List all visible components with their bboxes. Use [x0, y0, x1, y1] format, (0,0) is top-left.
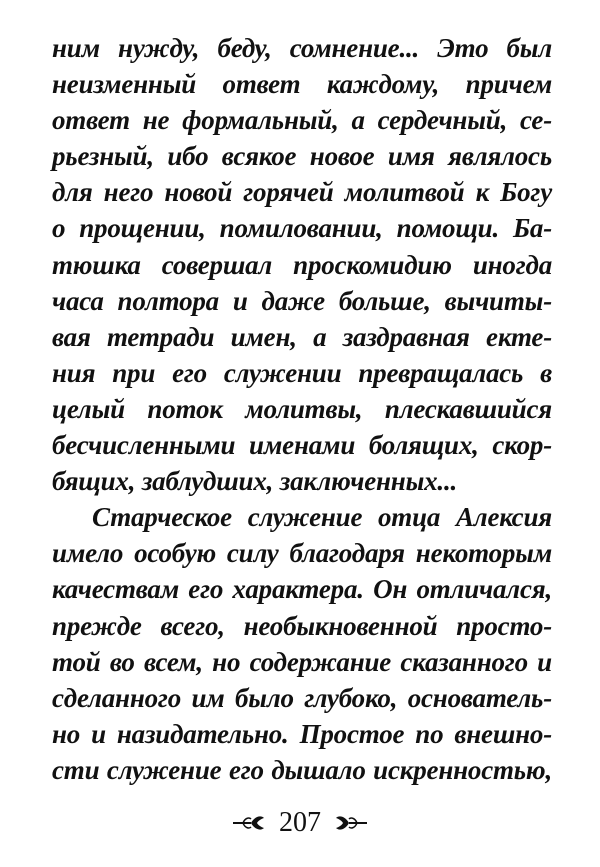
text-line: имело особую силу благодаря некоторым	[52, 538, 552, 569]
text-line: сти служение его дышало искренностью,	[52, 754, 552, 785]
body-text	[52, 30, 552, 788]
text-line: Старческое служение отца Алексия	[92, 502, 552, 533]
text-line: тюшка совершал проскомидию иногда	[52, 249, 552, 280]
text-line: той во всем, но содержание сказанного и	[52, 646, 552, 677]
fleuron-left-icon	[231, 812, 267, 834]
text-line: ответ не формальный, а сердечный, се-	[52, 105, 552, 136]
text-line: ним нужду, беду, сомнение... Это был	[52, 33, 552, 63]
fleuron-right-icon	[333, 812, 369, 834]
text-line: бящих, заблудших, заключенных...	[52, 466, 458, 497]
text-line: о прощении, помиловании, помощи. Ба-	[52, 213, 552, 244]
paragraph-2	[52, 499, 552, 788]
text-line: прежде всего, необыкновенной просто-	[52, 610, 552, 641]
text-line: бесчисленными именами болящих, скор-	[52, 430, 552, 461]
text-line: неизменный ответ каждому, причем	[52, 69, 552, 100]
text-line: но и назидательно. Простое по внешно-	[52, 718, 552, 749]
text-line: целый поток молитвы, плескавшийся	[52, 393, 552, 424]
page-number: 207	[279, 807, 321, 838]
text-line: ния при его служении превращалась в	[52, 357, 552, 388]
text-line: вая тетради имен, а заздравная екте-	[52, 321, 552, 352]
text-line: сделанного им было глубоко, основатель-	[52, 682, 552, 713]
text-line: часа полтора и даже больше, вычиты-	[52, 285, 552, 316]
text-line: качествам его характера. Он отличался,	[52, 574, 552, 605]
page-footer	[0, 803, 600, 843]
text-line: рьезный, ибо всякое новое имя являлось	[52, 141, 552, 172]
text-line: для него новой горячей молитвой к Богу	[52, 177, 552, 208]
paragraph-1	[52, 30, 552, 499]
